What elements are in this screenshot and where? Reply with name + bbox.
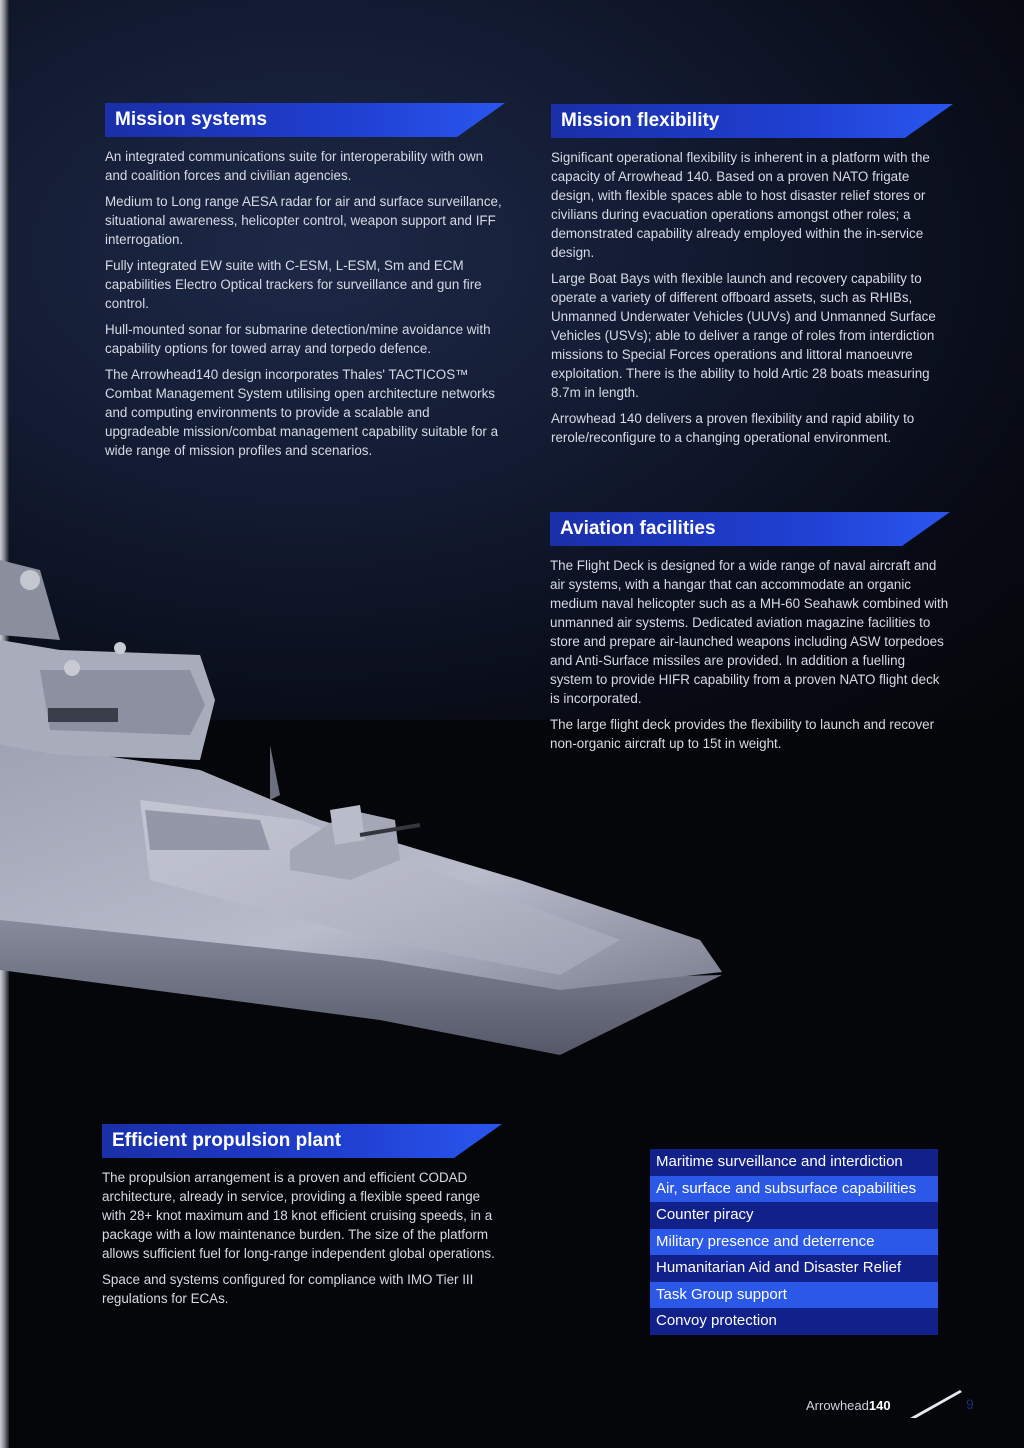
paragraph: Fully integrated EW suite with C-ESM, L-ESM, Sm and ECM capabilities Electro Optical trackers for surveillance and gun fire control. [105,258,482,311]
page-footer [806,1388,986,1428]
brand-prefix: Arrowhead [806,1398,869,1413]
capabilities-list [650,1149,938,1335]
paragraph: The propulsion arrangement is a proven and efficient CODAD architecture, already in service, providing a flexible speed range with 28+ knot maximum and 18 knot efficient cruising speeds, in a package with a low maintenance burden. The size of the platform allows sufficient fuel for long-range independent global operations. [102,1170,495,1261]
section-aviation-facilities [550,512,950,760]
slash-logo-icon [908,1388,964,1420]
brand-number: 140 [868,1398,891,1413]
list-item: Counter piracy [650,1202,938,1229]
section-body [550,556,950,753]
paragraph: The Flight Deck is designed for a wide range of naval aircraft and air systems, with a hangar that can accommodate an organic medium naval helicopter such as a MH-60 Seahawk combined with unmanned air systems. Dedicated aviation magazine facilities to store and prepare air-launched weapons including ASW torpedoes and Anti-Surface missiles are provided. In addition a fuelling system to provide HIFR capability from a proven NATO flight deck is incorporated. [550,558,949,706]
section-banner [102,1124,502,1158]
brand-logo-text [806,1398,891,1413]
list-item: Convoy protection [650,1308,938,1335]
section-banner [550,512,950,546]
section-body [105,147,505,460]
section-title: Mission flexibility [561,110,720,131]
section-efficient-propulsion [102,1124,502,1315]
paragraph: Arrowhead 140 delivers a proven flexibility and rapid ability to rerole/reconfigure to a changing operational environment. [551,411,915,445]
section-mission-flexibility [551,104,953,454]
section-title: Efficient propulsion plant [112,1130,342,1151]
section-body [551,148,953,447]
section-body [102,1168,502,1308]
list-item: Air, surface and subsurface capabilities [650,1176,938,1203]
list-item: Task Group support [650,1282,938,1309]
paragraph: Hull-mounted sonar for submarine detection/mine avoidance with capability options for towed array and torpedo defence. [105,322,491,356]
list-item: Military presence and deterrence [650,1229,938,1256]
paragraph: An integrated communications suite for interoperability with own and coalition forces and civilian agencies. [105,149,484,183]
list-item: Maritime surveillance and interdiction [650,1149,938,1176]
section-banner [551,104,953,138]
paragraph: Space and systems configured for compliance with IMO Tier III regulations for ECAs. [102,1272,474,1306]
paragraph: Large Boat Bays with flexible launch and recovery capability to operate a variety of different offboard assets, such as RHIBs, Unmanned Underwater Vehicles (UUVs) and Unmanned Surface Vehicles (USVs); able to deliver a range of roles from interdiction missions to Special Forces operations and littoral manoeuvre exploitation. There is the ability to hold Artic 28 boats measuring 8.7m in length. [551,271,936,400]
section-mission-systems [105,103,505,467]
paragraph: Medium to Long range AESA radar for air and surface surveillance, situational awareness, helicopter control, weapon support and IFF interrogation. [105,194,502,247]
paragraph: Significant operational flexibility is inherent in a platform with the capacity of Arrowhead 140. Based on a proven NATO frigate design, with flexible spaces able to host disaster relief stores or civilians during evacuation operations amongst other roles; a demonstrated capability already employed within the in-service design. [551,150,930,260]
section-banner [105,103,505,137]
page-number: 9 [966,1396,974,1412]
list-item: Humanitarian Aid and Disaster Relief [650,1255,938,1282]
section-title: Mission systems [115,109,268,130]
paragraph: The Arrowhead140 design incorporates Thales' TACTICOS™ Combat Management System utilising open architecture networks and computing environments to provide a scalable and upgradeable mission/combat management capability suitable for a wide range of mission profiles and scenarios. [105,367,499,458]
section-title: Aviation facilities [560,518,716,539]
paragraph: The large flight deck provides the flexibility to launch and recover non-organic aircraft up to 15t in weight. [550,717,935,751]
